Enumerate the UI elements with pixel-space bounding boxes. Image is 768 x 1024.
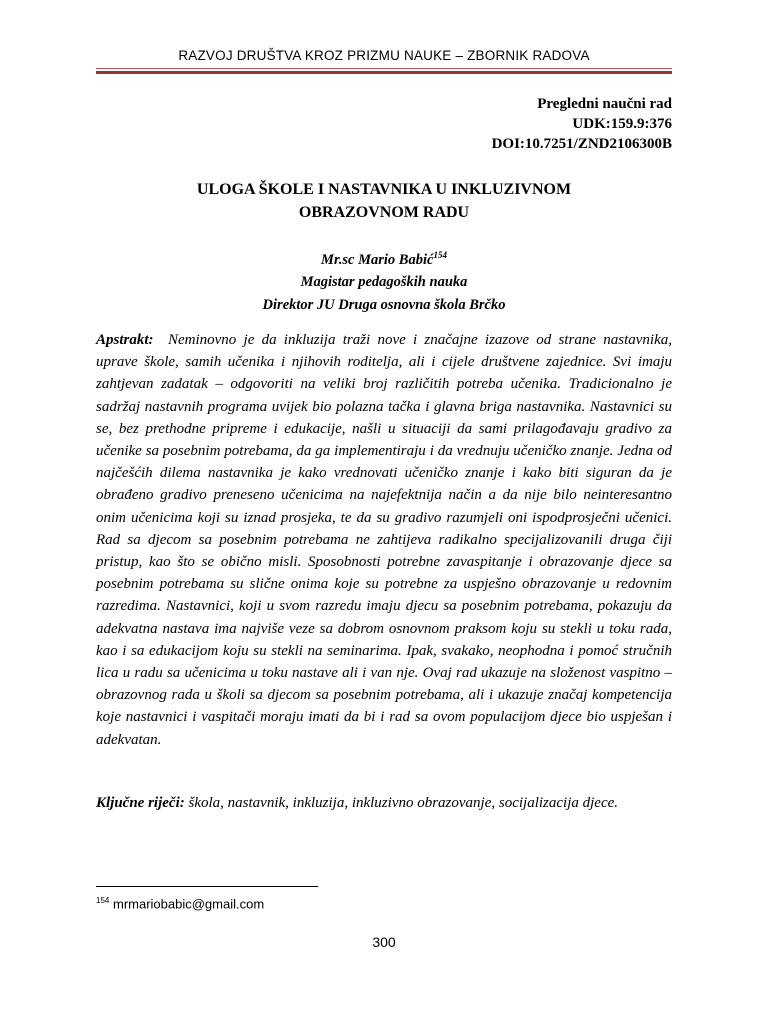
author-line — [96, 244, 672, 271]
footnote-mark: 154 — [96, 896, 110, 905]
keywords — [96, 792, 672, 814]
footnote — [96, 896, 496, 911]
author-block — [96, 244, 672, 316]
paper-meta — [96, 94, 672, 154]
udk-code: UDK:159.9:376 — [572, 116, 672, 132]
title-line-1: ULOGA ŠKOLE I NASTAVNIKA U INKLUZIVNOM — [196, 181, 572, 198]
author-name: Mr.sc Mario Babić — [321, 251, 434, 268]
header-rule — [96, 68, 672, 74]
running-header: RAZVOJ DRUŠTVA KROZ PRIZMU NAUKE – ZBORNIK RADOVA — [178, 48, 590, 63]
paper-type: Pregledni naučni rad — [537, 96, 672, 112]
keywords-label: Ključne riječi: — [96, 795, 185, 811]
author-position: Direktor JU Druga osnovna škola Brčko — [262, 296, 506, 313]
keywords-text: škola, nastavnik, inkluzija, inkluzivno obrazovanje, socijalizacija djece. — [188, 795, 619, 811]
abstract-text: Neminovno je da inkluzija traži nove i značajne izazove od strane nastavnika, uprave škole, samih učenika i njihovih roditelja, ali i cijele društvene zajednice. Svi imaju zahtjevan zadatak – odgovoriti na veliki broj različitih potreba učenika. Tradicionalno je sadržaj nastavnih programa uvijek bio polazna tačka i glavna briga nastavnika. Nastavnici su se, bez prethodne pripreme i edukacije, našli u situaciji da sami prilagođavaju gradivo za učenike sa posebnim potrebama, da ga implementiraju i da vrednuju učeničko znanje. Jedna od najčešćih dilema nastavnika je kako vrednovati učeničko znanje i kako biti siguran da je obrađeno gradivo preneseno učenicima na najefektnija način a da nije bilo neinteresantno onim učenicima koji su iznad prosjeka, te da su gradivo razumjeli oni ispodprosječni učenici. Rad sa djecom sa posebnim potrebama ne zahtijeva radikalno specijalizovanili druga čiji pristup, kao što se obično misli. Sposobnosti potrebne zavaspitanje i obrazovanje djece sa posebnim potrebama su slične onima koje su potrebne za uspješno obrazovanje u redovnim razredima. Nastavnici, koji u svom razredu imaju djecu sa posebnim potrebama, pokazuju da adekvatna nastava ima najviše veze sa dobrom osnovnom praksom koju su stekli u toku rada, kao i sa edukacijom koju su stekli na seminarima. Ipak, svakako, neophodna i pomoć stručnih lica u radu sa učenicima u toku nastave ali i van nje. Ovaj rad ukazuje na složenost vaspitno – obrazovnog rada u školi sa djecom sa posebnim potrebama, ali i ukazuje značaj kompetencija koje nastavnici i vaspitači moraju imati da bi i rad sa ovom populacijom djece bio uspješan i adekvatan. — [96, 332, 673, 748]
paper-title — [96, 178, 672, 224]
footnote-rule — [96, 886, 318, 887]
page-number: 300 — [372, 934, 396, 950]
abstract — [96, 329, 672, 751]
doi: DOI:10.7251/ZND2106300B — [491, 136, 672, 152]
title-line-2: OBRAZOVNOM RADU — [298, 204, 470, 221]
footnote-email: mrmariobabic@gmail.com — [112, 896, 265, 912]
author-footnote-mark: 154 — [433, 250, 447, 260]
author-degree: Magistar pedagoških nauka — [300, 274, 468, 291]
abstract-label: Apstrakt: — [96, 332, 154, 348]
